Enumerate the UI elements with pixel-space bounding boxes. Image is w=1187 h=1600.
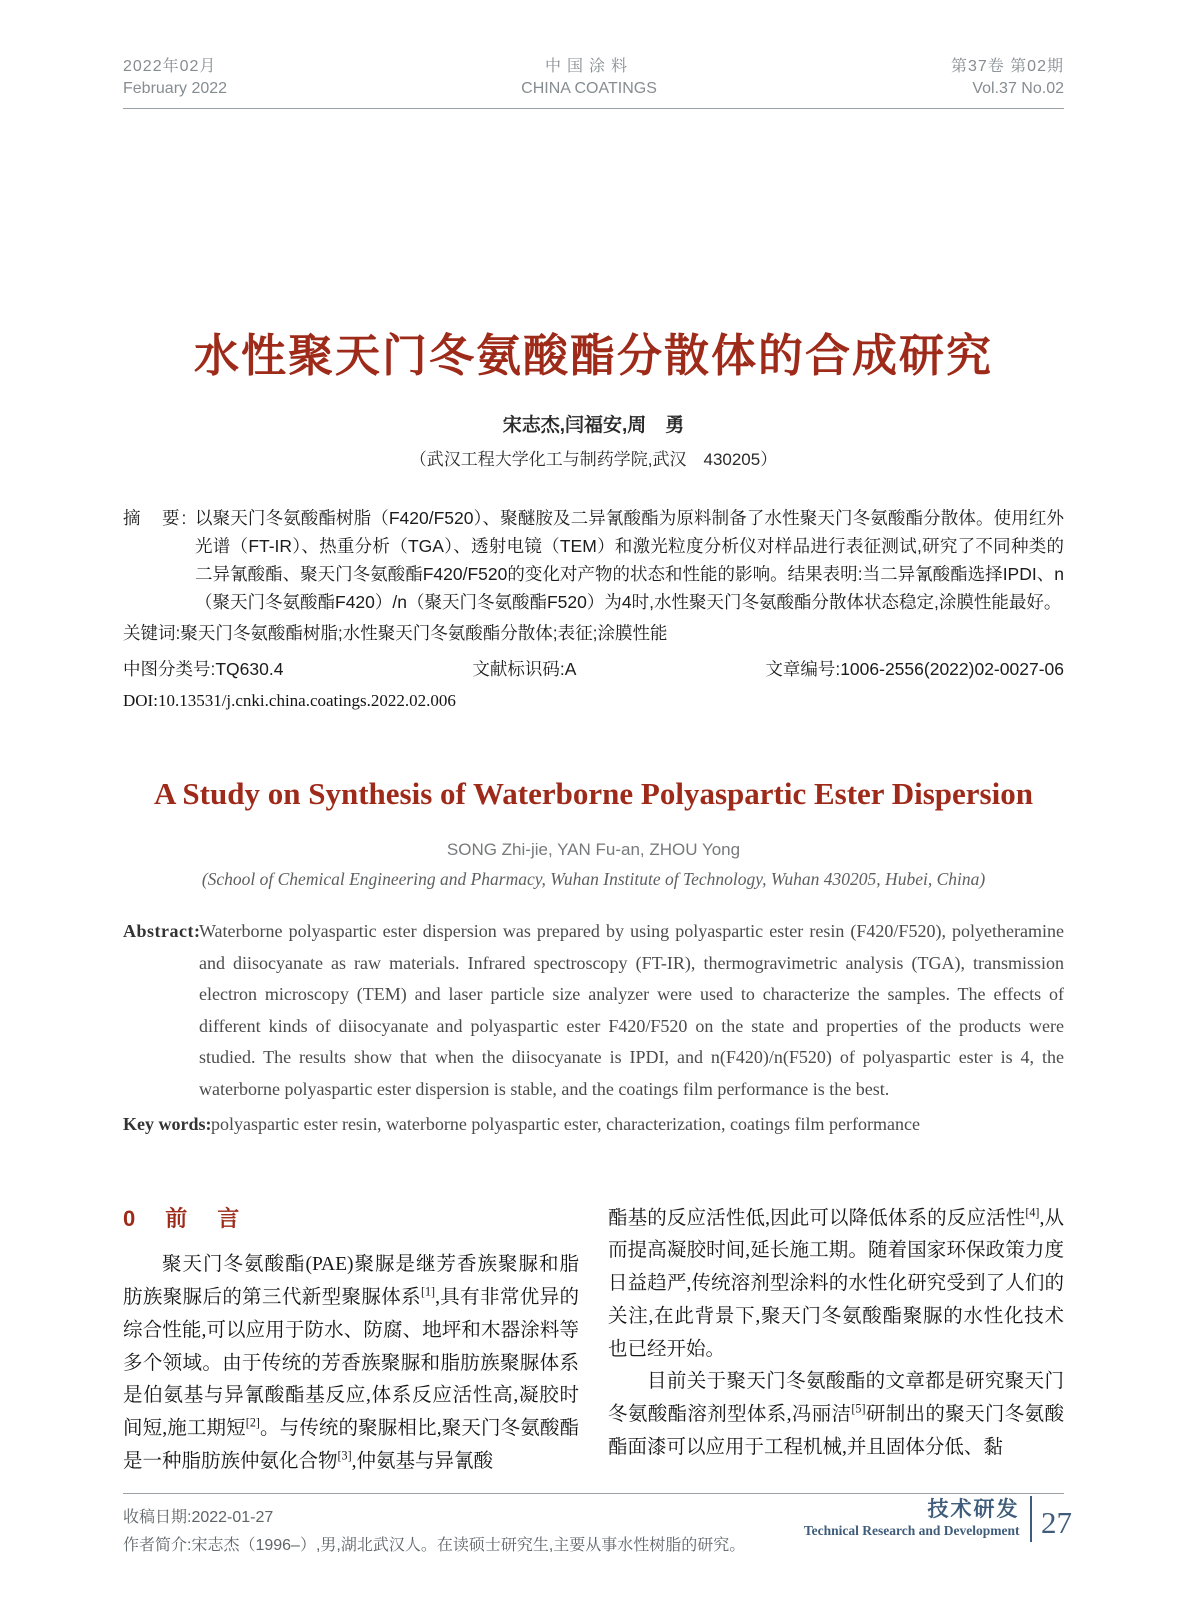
doi: DOI:10.13531/j.cnki.china.coatings.2022.02.006 (123, 691, 456, 710)
header-issue (951, 56, 1064, 100)
keywords-zh-text: 聚天门冬氨酸酯树脂;水性聚天门冬氨酸酯分散体;表征;涂膜性能 (180, 623, 668, 643)
journal-name-en: CHINA COATINGS (521, 80, 657, 97)
section-heading-intro: 0 前 言 (123, 1205, 244, 1231)
section-name (804, 1498, 1030, 1540)
header-journal-name (521, 56, 657, 100)
article-body (123, 1203, 1064, 1479)
abstract-zh-text: 以聚天门冬氨酸酯树脂（F420/F520）、聚醚胺及二异氰酸酯为原料制备了水性聚天门冬氨酸酯分散体。使用红外光谱（FT-IR）、热重分析（TGA）、透射电镜（TEM）和激光粒度分析仪对样品进行表征测试,研究了不同种类的二异氰酸酯、聚天门冬氨酸酯F420/F520的变化对产物的状态和性能的影响。结果表明:当二异氰酸酯选择IPDI、n（聚天门冬氨酸酯F420）/n（聚天门冬氨酸酯F520）为4时,水性聚天门冬氨酸酯分散体状态稳定,涂膜性能最好。 (195, 508, 1064, 612)
header-date (123, 56, 227, 100)
header-date-zh: 2022年02月 (123, 58, 217, 75)
section-name-zh: 技术研发 (927, 1498, 1020, 1521)
header-issue-zh: 第37卷 第02期 (950, 58, 1064, 75)
document-code: 文献标识码:A (472, 659, 577, 679)
affiliation-zh: （武汉工程大学化工与制药学院,武汉 430205） (409, 450, 778, 469)
body-paragraph: 目前关于聚天门冬氨酸酯的文章都是研究聚天门冬氨酸酯溶剂型体系,冯丽洁[5]研制出的聚天门冬氨酸酯面漆可以应用于工程机械,并且固体分低、黏 (608, 1371, 1064, 1459)
keywords-en-text: polyaspartic ester resin, waterborne polyaspartic ester, characterization, coatings film performance (211, 1114, 920, 1134)
abstract-en (123, 916, 1064, 1105)
keywords-zh-label: 关键词: (123, 623, 181, 643)
article-title-zh: 水性聚天门冬氨酸酯分散体的合成研究 (193, 330, 993, 381)
abstract-en-text: Waterborne polyaspartic ester dispersion was prepared by using polyaspartic ester resin (F420/F520), polyetheramine and diisocyanate as raw materials. Infrared spectroscopy (FT-IR), thermogravimetric analysis (TGA), transmission electron microscopy (TEM) and laser particle size analyzer were used to characterize the samples. The effects of different kinds of diisocyanate and polyaspartic ester F420/F520 on the state and properties of the products were studied. The results show that when the diisocyanate is IPDI, and n(F420)/n(F520) of polyaspartic ester is 4, the waterborne polyaspartic ester dispersion is stable, and the coatings film performance is the best. (199, 921, 1064, 1099)
article-id: 文章编号:1006-2556(2022)02-0027-06 (765, 659, 1064, 679)
authors-zh: 宋志杰,闫福安,周 勇 (502, 415, 685, 436)
english-meta-block (123, 916, 1064, 1141)
section-name-en: Technical Research and Development (803, 1523, 1020, 1538)
body-column-left (123, 1203, 579, 1479)
classification-row (123, 656, 1064, 682)
authors-en: SONG Zhi-jie, YAN Fu-an, ZHOU Yong (446, 840, 741, 859)
body-paragraph: 聚天门冬氨酸酯(PAE)聚脲是继芳香族聚脲和脂肪族聚脲后的第三代新型聚脲体系[1],具有非常优异的综合性能,可以应用于防水、防腐、地坪和木器涂料等多个领域。由于传统的芳香族聚脲和脂肪族聚脲体系是伯氨基与异氰酸酯基反应,体系反应活性高,凝胶时间短,施工期短[2]。与传统的聚脲相比,聚天门冬氨酸酯是一种脂肪族仲氨化合物[3],仲氨基与异氰酸 (123, 1254, 579, 1473)
keywords-zh (123, 619, 1064, 647)
journal-header (123, 0, 1064, 109)
affiliation-en: (School of Chemical Engineering and Pharmacy, Wuhan Institute of Technology, Wuhan 430205, Hubei, China) (201, 869, 986, 889)
body-paragraph: 酯基的反应活性低,因此可以降低体系的反应活性[4],从而提高凝胶时间,延长施工期。随着国家环保政策力度日益趋严,传统溶剂型涂料的水性化研究受到了人们的关注,在此背景下,聚天门冬氨酸酯聚脲的水性化技术也已经开始。 (608, 1205, 1064, 1360)
keywords-en (123, 1109, 1064, 1141)
page-number: 27 (1041, 1505, 1072, 1540)
keywords-en-label: Key words: (123, 1114, 212, 1134)
chinese-meta-block (123, 504, 1064, 711)
abstract-zh (123, 504, 1064, 616)
header-issue-en: Vol.37 No.02 (972, 80, 1064, 97)
header-date-en: February 2022 (123, 80, 228, 97)
article-title-en: A Study on Synthesis of Waterborne Polyaspartic Ester Dispersion (154, 776, 1033, 811)
clc-number: 中图分类号:TQ630.4 (123, 659, 284, 679)
abstract-en-label: Abstract: (123, 921, 201, 941)
body-column-right (608, 1203, 1064, 1479)
author-bio: 作者简介:宋志杰（1996–）,男,湖北武汉人。在读硕士研究生,主要从事水性树脂的研究。 (123, 1536, 746, 1554)
journal-name-zh: 中国涂料 (544, 58, 633, 75)
section-footer (804, 1496, 1072, 1542)
received-date: 收稿日期:2022-01-27 (123, 1508, 274, 1526)
abstract-zh-label: 摘 要: (123, 508, 189, 528)
